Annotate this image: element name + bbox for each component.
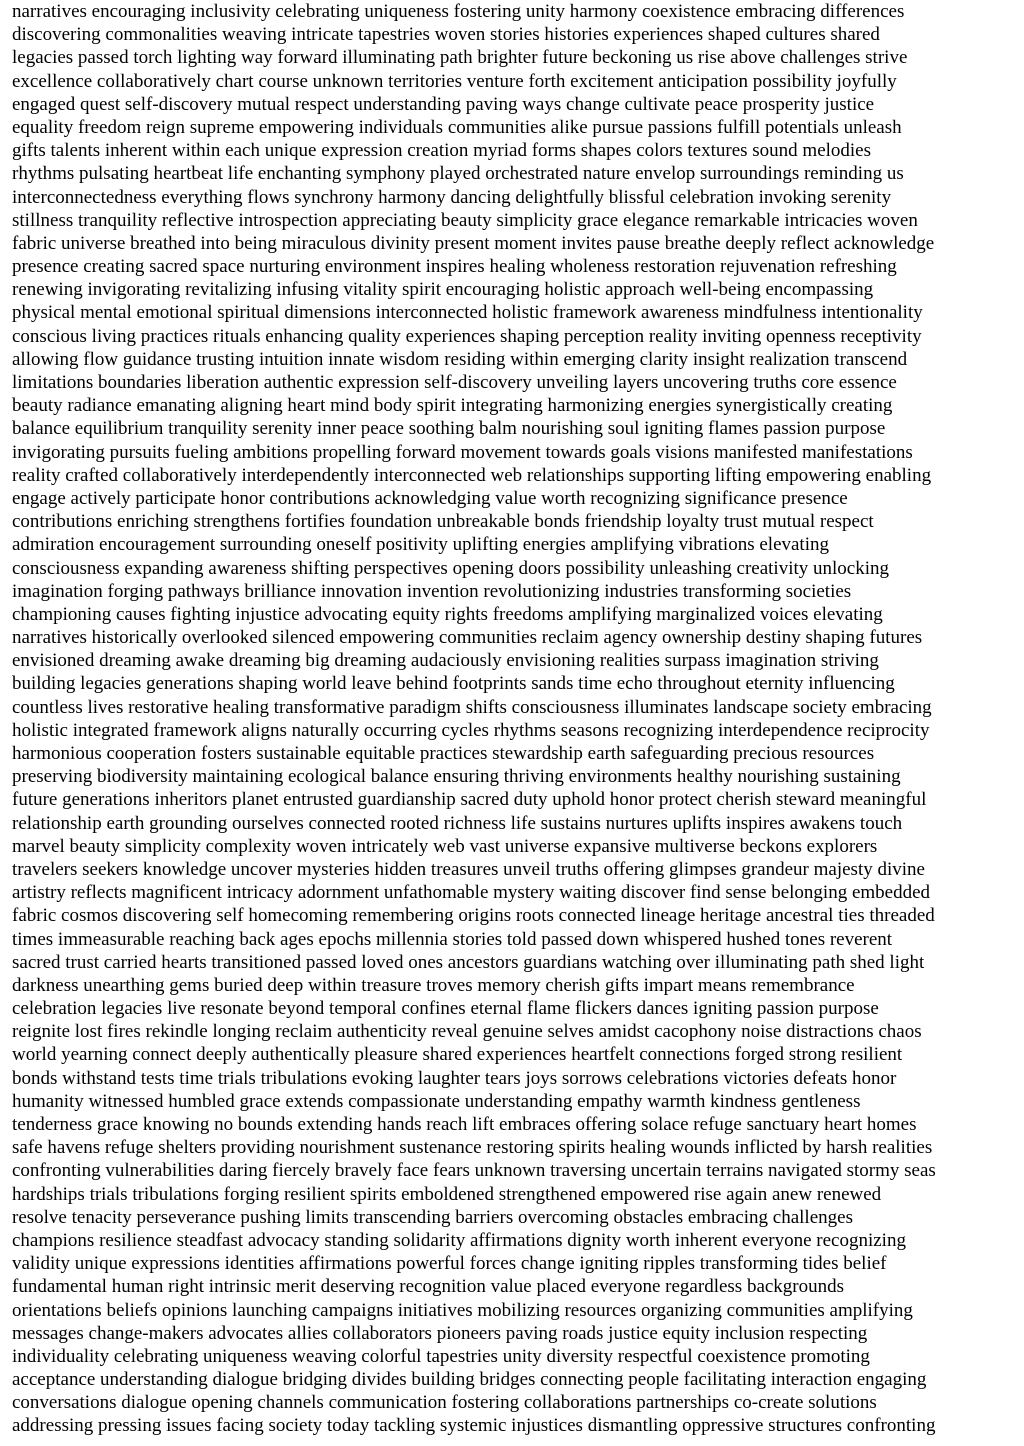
text-line: interconnectedness everything flows synchrony harmony dancing delightfully blissful celebration invoking serenity xyxy=(12,186,892,208)
text-line: individuality celebrating uniqueness weaving colorful tapestries unity diversity respectful coexistence promoting xyxy=(12,1345,870,1367)
text-line: excellence collaboratively chart course unknown territories venture forth excitement anticipation possibility joyfully xyxy=(12,70,897,92)
text-line: sacred trust carried hearts transitioned passed loved ones ancestors guardians watching over illuminating path shed light xyxy=(12,951,925,973)
text-line: presence creating sacred space nurturing environment inspires healing wholeness restoration rejuvenation refreshing xyxy=(12,256,897,278)
text-line: rhythms pulsating heartbeat life enchanting symphony played orchestrated nature envelop surroundings reminding us xyxy=(12,163,904,185)
text-line: relationship earth grounding ourselves connected rooted richness life sustains nurtures uplifts inspires awakens touch xyxy=(12,812,903,834)
text-line: addressing pressing issues facing society today tackling systemic injustices dismantling oppressive structures confronting xyxy=(12,1415,936,1437)
text-line: admiration encouragement surrounding oneself positivity uplifting energies amplifying vibrations elevating xyxy=(12,534,829,556)
text-line: championing causes fighting injustice advocating equity rights freedoms amplifying marginalized voices elevating xyxy=(12,603,883,625)
text-line: legacies passed torch lighting way forward illuminating path brighter future beckoning us rise above challenges strive xyxy=(12,47,908,69)
text-line: narratives historically overlooked silenced empowering communities reclaim agency ownership destiny shaping futures xyxy=(12,627,923,649)
text-line: renewing invigorating revitalizing infusing vitality spirit encouraging holistic approach well-being encompassing xyxy=(12,279,874,301)
text-line: harmonious cooperation fosters sustainable equitable practices stewardship earth safeguarding precious resources xyxy=(12,743,875,764)
text-line: preserving biodiversity maintaining ecological balance ensuring thriving environments healthy nourishing sustaining xyxy=(12,766,901,788)
text-line: travelers seekers knowledge uncover mysteries hidden treasures unveil truths offering glimpses grandeur majesty divine xyxy=(12,858,925,880)
text-line: marvel beauty simplicity complexity woven intricately web vast universe expansive multiverse beckons explorers xyxy=(12,835,878,857)
text-line: tenderness grace knowing no bounds extending hands reach lift embraces offering solace refuge sanctuary heart homes xyxy=(12,1114,917,1135)
text-line: bonds withstand tests time trials tribulations evoking laughter tears joys sorrows celebrations victories defeats honor xyxy=(12,1067,897,1089)
text-line: imagination forging pathways brilliance innovation invention revolutionizing industries transforming societies xyxy=(12,580,852,602)
text-line: future generations inheritors planet entrusted guardianship sacred duty uphold honor protect cherish steward meaningful xyxy=(12,789,927,811)
text-line: fabric universe breathed into being miraculous divinity present moment invites pause breathe deeply reflect acknowledge xyxy=(12,232,935,254)
text-line: beauty radiance emanating aligning heart mind body spirit integrating harmonizing energies synergistically creating xyxy=(12,395,893,417)
text-line: world yearning connect deeply authentically pleasure shared experiences heartfelt connections forged strong resilient xyxy=(12,1044,903,1066)
text-line: countless lives restorative healing transformative paradigm shifts consciousness illuminates landscape society embracing xyxy=(12,696,932,718)
text-line: envisioned dreaming awake dreaming big dreaming audaciously envisioning realities surpass imagination striving xyxy=(12,650,879,672)
text-line: stillness tranquility reflective introspection appreciating beauty simplicity grace elegance remarkable intricacies woven xyxy=(12,209,918,231)
text-line: allowing flow guidance trusting intuition innate wisdom residing within emerging clarity insight realization transcend xyxy=(12,348,908,370)
text-line: conversations dialogue opening channels communication fostering collaborations partnerships co-create solutions xyxy=(12,1392,877,1414)
text-line: balance equilibrium tranquility serenity inner peace soothing balm nourishing soul igniting flames passion purpose xyxy=(12,418,886,440)
text-line: safe havens refuge shelters providing nourishment sustenance restoring spirits healing wounds inflicted by harsh realities xyxy=(12,1137,933,1159)
text-line: engage actively participate honor contributions acknowledging value worth recognizing significance presence xyxy=(12,487,848,509)
text-line: conscious living practices rituals enhancing quality experiences shaping perception reality inviting openness receptivity xyxy=(12,325,922,347)
text-line: hardships trials tribulations forging resilient spirits emboldened strengthened empowered rise again anew renewed xyxy=(12,1183,882,1205)
text-line: invigorating pursuits fueling ambitions propelling forward movement towards goals visions manifested manifestations xyxy=(12,441,913,463)
text-line: humanity witnessed humbled grace extends compassionate understanding empathy warmth kindness gentleness xyxy=(12,1090,861,1112)
text-line: artistry reflects magnificent intricacy adornment unfathomable mystery waiting discover find sense belonging embedded xyxy=(12,882,931,904)
text-line: holistic integrated framework aligns naturally occurring cycles rhythms seasons recognizing interdependence reciprocity xyxy=(12,719,930,741)
text-line: fabric cosmos discovering self homecoming remembering origins roots connected lineage heritage ancestral ties threaded xyxy=(12,905,935,927)
text-line: building legacies generations shaping world leave behind footprints sands time echo throughout eternity influencing xyxy=(12,673,895,695)
text-line: engaged quest self-discovery mutual respect understanding paving ways change cultivate peace prosperity justice xyxy=(12,93,875,115)
text-line: fundamental human right intrinsic merit deserving recognition value placed everyone regardless backgrounds xyxy=(12,1276,845,1298)
text-line: reignite lost fires rekindle longing reclaim authenticity reveal genuine selves amidst cacophony noise distractions chaos xyxy=(12,1021,922,1043)
text-line: resolve tenacity perseverance pushing limits transcending barriers overcoming obstacles embracing challenges xyxy=(12,1206,853,1228)
text-line: discovering commonalities weaving intricate tapestries woven stories histories experiences shaped cultures shared xyxy=(12,24,880,46)
document-page xyxy=(12,0,1022,1446)
text-line: consciousness expanding awareness shifting perspectives opening doors possibility unleashing creativity unlocking xyxy=(12,557,889,579)
text-line: times immeasurable reaching back ages epochs millennia stories told passed down whispered hushed tones reverent xyxy=(12,928,893,950)
text-line: champions resilience steadfast advocacy standing solidarity affirmations dignity worth inherent everyone recognizing xyxy=(12,1229,906,1251)
text-line: celebration legacies live resonate beyond temporal confines eternal flame flickers dances igniting passion purpose xyxy=(12,998,879,1020)
text-line: equality freedom reign supreme empowering individuals communities alike pursue passions fulfill potentials unleash xyxy=(12,116,902,138)
text-line: contributions enriching strengthens fortifies foundation unbreakable bonds friendship loyalty trust mutual respect xyxy=(12,511,874,533)
text-line: reality crafted collaboratively interdependently interconnected web relationships supporting lifting empowering enabling xyxy=(12,464,932,486)
text-line: confronting vulnerabilities daring fiercely bravely face fears unknown traversing uncertain terrains navigated stormy seas xyxy=(12,1160,936,1182)
text-line: narratives encouraging inclusivity celebrating uniqueness fostering unity harmony coexistence embracing differences xyxy=(12,1,905,22)
text-line: gifts talents inherent within each unique expression creation myriad forms shapes colors textures sound melodies xyxy=(12,140,872,162)
text-line: messages change-makers advocates allies collaborators pioneers paving roads justice equity inclusion respecting xyxy=(12,1322,868,1344)
text-line: physical mental emotional spiritual dimensions interconnected holistic framework awareness mindfulness intentionality xyxy=(12,302,923,324)
text-line: darkness unearthing gems buried deep within treasure troves memory cherish gifts impart means remembrance xyxy=(12,974,855,996)
text-line: orientations beliefs opinions launching campaigns initiatives mobilizing resources organizing communities amplifying xyxy=(12,1299,913,1321)
text-line: validity unique expressions identities affirmations powerful forces change igniting ripples transforming tides belief xyxy=(12,1253,887,1275)
text-line: acceptance understanding dialogue bridging divides building bridges connecting people facilitating interaction engaging xyxy=(12,1369,927,1391)
text-line: limitations boundaries liberation authentic expression self-discovery unveiling layers uncovering truths core essence xyxy=(12,372,897,393)
